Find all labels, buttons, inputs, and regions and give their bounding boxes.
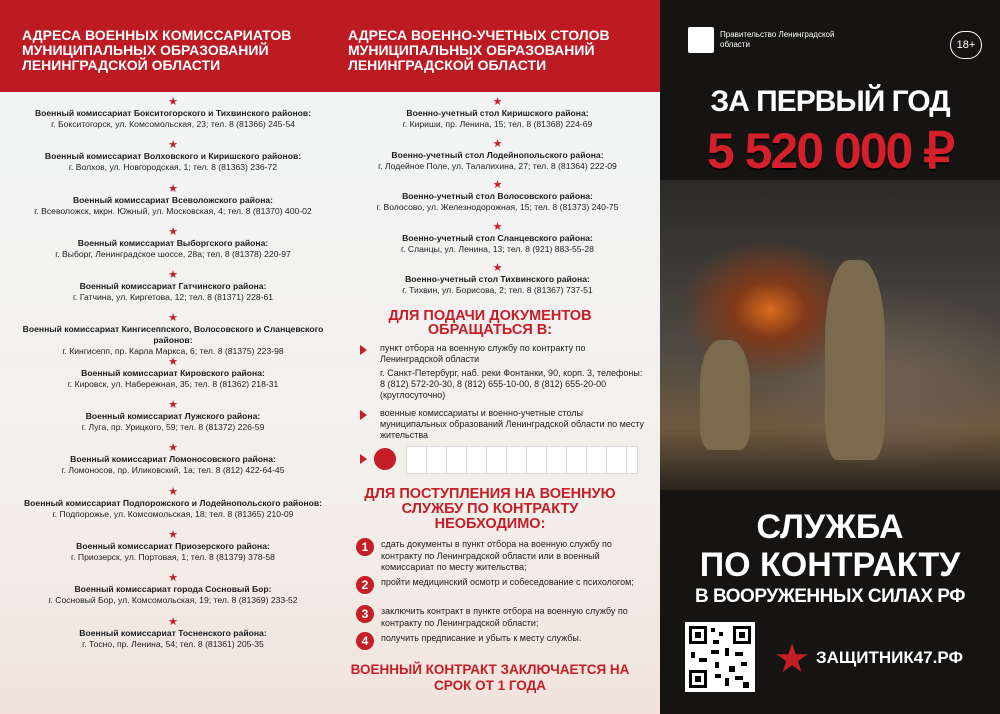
list-item [345,221,650,263]
entry-title: Военный комиссариат Волховского и Киришского районов: [44,151,302,162]
desks-list [345,96,650,304]
list-item [8,226,338,269]
star-icon: ★ [168,572,178,585]
star-icon: ★ [492,137,503,150]
payment-amount: 5 520 000 ₽ [706,123,954,179]
promo-panel [660,0,1000,714]
list-item [8,616,338,659]
entry-address: г. Волхов, ул. Новгородская, 1; тел. 8 (81363) 236-72 [68,162,278,173]
bullet-arrow-icon [360,454,367,464]
entry-address: г. Тихвин, ул. Борисова, 2; тел. 8 (81367) 737-51 [402,285,593,296]
list-item [345,138,650,180]
star-icon: ★ [168,615,178,628]
star-icon: ★ [168,139,178,152]
step-number: 4 [356,632,374,650]
step-text: заключить контракт в пункте отбора на военную службу по контракту по Ленинградской области; [381,606,628,628]
step-text: пройти медицинский осмотр и собеседование с психологом; [381,577,634,587]
header-bar [0,0,660,92]
step-number: 2 [356,576,374,594]
step-number: 1 [356,538,374,556]
star-icon: ★ [168,312,178,325]
list-item [8,269,338,312]
entry-title: Военный комиссариат Приозерского района: [76,540,270,551]
battle-scene-image [660,180,1000,490]
entry-address: г. Всеволожск, мкрн. Южный, ул. Московская, 4; тел. 8 (81370) 400-02 [34,205,312,216]
star-icon: ★ [492,262,503,275]
entry-title: Военно-учетный стол Киришского района: [406,108,589,118]
contract-term-note: ВОЕННЫЙ КОНТРАКТ ЗАКЛЮЧАЕТСЯ НА СРОК ОТ 1 ГОДА [350,662,630,693]
entry-title: Военный комиссариат Бокситогорского и Тихвинского районов: [34,108,312,118]
entry-address: г. Кировск, ул. Набережная, 35; тел. 8 (81362) 218-31 [67,378,279,389]
website-link[interactable]: ЗАЩИТНИК47.РФ [816,648,963,667]
entry-title: Военный комиссариат Всеволожского района: [72,194,274,205]
entry-address: г. Гатчина, ул. Киргетова, 12; тел. 8 (81371) 228-61 [72,292,274,303]
list-item [8,399,338,442]
commissariats-list [8,96,338,659]
star-icon: ★ [168,182,178,195]
entry-title: Военно-учетный стол Лодейнопольского района: [391,149,604,160]
star-icon: ★ [168,269,178,282]
entry-title: Военный комиссариат Тосненского района: [79,627,267,638]
step-number: 3 [356,605,374,623]
star-icon: ★ [492,96,503,108]
list-item [345,96,650,138]
qr-code-icon [685,622,755,692]
soldier-figure [825,260,885,460]
star-logo-icon: ★ [774,637,810,681]
phone-number-grid [406,446,638,474]
entry-title: Военно-учетный стол Волосовского района: [402,191,593,202]
step-text: сдать документы в пункт отбора на военную службу по контракту по Ленинградской области или в военный комиссариат по месту жительства; [381,539,612,572]
entry-address: г. Лодейное Поле, ул. Талалихина, 27; тел. 8 (81364) 222-09 [378,160,617,171]
entry-address: г. Кингисепп, пр. Карла Маркса, 6; тел. 8 (81375) 223-98 [62,346,284,357]
entry-address: г. Ломоносов, пр. Иликовский, 1а; тел. 8 (812) 422-64-45 [61,465,285,476]
star-icon: ★ [492,179,503,192]
docs-title: ДЛЯ ПОДАЧИ ДОКУМЕНТОВ ОБРАЩАТЬСЯ В: [388,308,592,338]
entry-address: г. Луга, пр. Урицкого, 59; тел. 8 (81372) 226-59 [81,422,265,433]
government-name: Правительство Ленинградской области [720,30,835,49]
entry-title: Военный комиссариат Выборгского района: [77,237,269,248]
star-icon: ★ [492,220,503,233]
government-logo [688,27,714,53]
docs-bullet-1-lead: пункт отбора на военную службу по контракту по Ленинградской области [380,343,586,364]
entry-address: г. Кириши, пр. Ленина, 15; тел. 8 (81368) 224-69 [402,119,593,129]
entry-address: г. Подпорожье, ул. Комсомольская, 18; тел. 8 (81365) 210-09 [52,508,294,519]
list-item [8,486,338,529]
star-icon: ★ [168,96,178,108]
list-item [8,572,338,615]
list-item [8,96,338,139]
entry-title: Военный комиссариат Гатчинского района: [79,281,267,292]
entry-requirements-title: ДЛЯ ПОСТУПЛЕНИЯ НА ВОЕННУЮ СЛУЖБУ ПО КОНТРАКТУ НЕОБХОДИМО: [364,486,616,532]
soldier-figure [700,340,750,450]
entry-title: Военно-учетный стол Сланцевского района: [402,232,593,243]
entry-title: Военный комиссариат Лужского района: [85,411,261,422]
entry-title: Военный комиссариат Подпорожского и Лодейнопольского районов: [23,497,323,508]
star-icon: ★ [168,485,178,498]
list-item [8,442,338,485]
entry-title: Военный комиссариат города Сосновый Бор: [74,584,272,595]
star-icon: ★ [168,225,178,238]
bullet-arrow-icon [360,410,367,420]
phone-icon [374,448,396,470]
entry-address: г. Выборг, Ленинградское шоссе, 28а; тел. 8 (81378) 220-97 [55,248,291,259]
list-item [8,183,338,226]
qr-code[interactable] [685,622,755,692]
list-item [8,312,338,355]
entry-address: г. Сосновый Бор, ул. Комсомольская, 19; тел. 8 (81369) 233-52 [48,595,298,606]
entry-address: г. Приозерск, ул. Портовая, 1; тел. 8 (81379) 378-58 [71,551,275,562]
list-item [8,139,338,182]
star-icon: ★ [168,528,178,541]
service-title-line-1: СЛУЖБА [756,508,904,546]
entry-address: г. Волосово, ул. Железнодорожная, 15; тел. 8 (81373) 240-75 [376,202,619,213]
service-title-line-3: В ВООРУЖЕННЫХ СИЛАХ РФ [695,586,965,607]
desks-heading: АДРЕСА ВОЕННО-УЧЕТНЫХ СТОЛОВ МУНИЦИПАЛЬНЫХ ОБРАЗОВАНИЙ ЛЕНИНГРАДСКОЙ ОБЛАСТИ [348,27,610,73]
docs-bullet-2: военные комиссариаты и военно-учетные столы муниципальных образований Ленинградской области по месту жительства [380,408,644,440]
entry-title: Военно-учетный стол Тихвинского района: [405,274,590,285]
age-rating-badge: 18+ [950,31,982,59]
star-icon: ★ [168,442,178,455]
entry-title: Военный комиссариат Кировского района: [81,367,265,378]
service-title-line-2: ПО КОНТРАКТУ [699,546,961,584]
entry-title: Военный комиссариат Ломоносовского района: [70,454,276,465]
docs-bullet-1-address: г. Санкт-Петербург, наб. реки Фонтанки, 90, корп. 3, телефоны: 8 (812) 572-20-30, 8 (812) 655-10-00, 8 (812) 655-20-00 (круглосуточно) [380,368,643,400]
commissariats-heading: АДРЕСА ВОЕННЫХ КОМИССАРИАТОВ МУНИЦИПАЛЬНЫХ ОБРАЗОВАНИЙ ЛЕНИНГРАДСКОЙ ОБЛАСТИ [22,27,292,73]
step-text: получить предписание и убыть к месту службы. [381,633,582,643]
entry-title: Военный комиссариат Кингисеппского, Волосовского и Сланцевского районов: [22,324,324,346]
entry-address: г. Бокситогорск, ул. Комсомольская, 23; тел. 8 (81366) 245-54 [51,119,295,129]
star-icon: ★ [168,399,178,412]
entry-address: г. Сланцы, ул. Ленина, 13; тел. 8 (921) 883-55-28 [401,243,594,254]
list-item [345,262,650,304]
list-item [8,529,338,572]
list-item [8,356,338,399]
star-icon: ★ [168,355,178,368]
docs-bullet-1 [380,343,645,401]
list-item [345,179,650,221]
first-year-title: ЗА ПЕРВЫЙ ГОД [710,85,950,118]
phone-row [350,444,640,474]
bullet-arrow-icon [360,345,367,355]
entry-address: г. Тосно, пр. Ленина, 54; тел. 8 (81361) 205-35 [82,638,264,649]
